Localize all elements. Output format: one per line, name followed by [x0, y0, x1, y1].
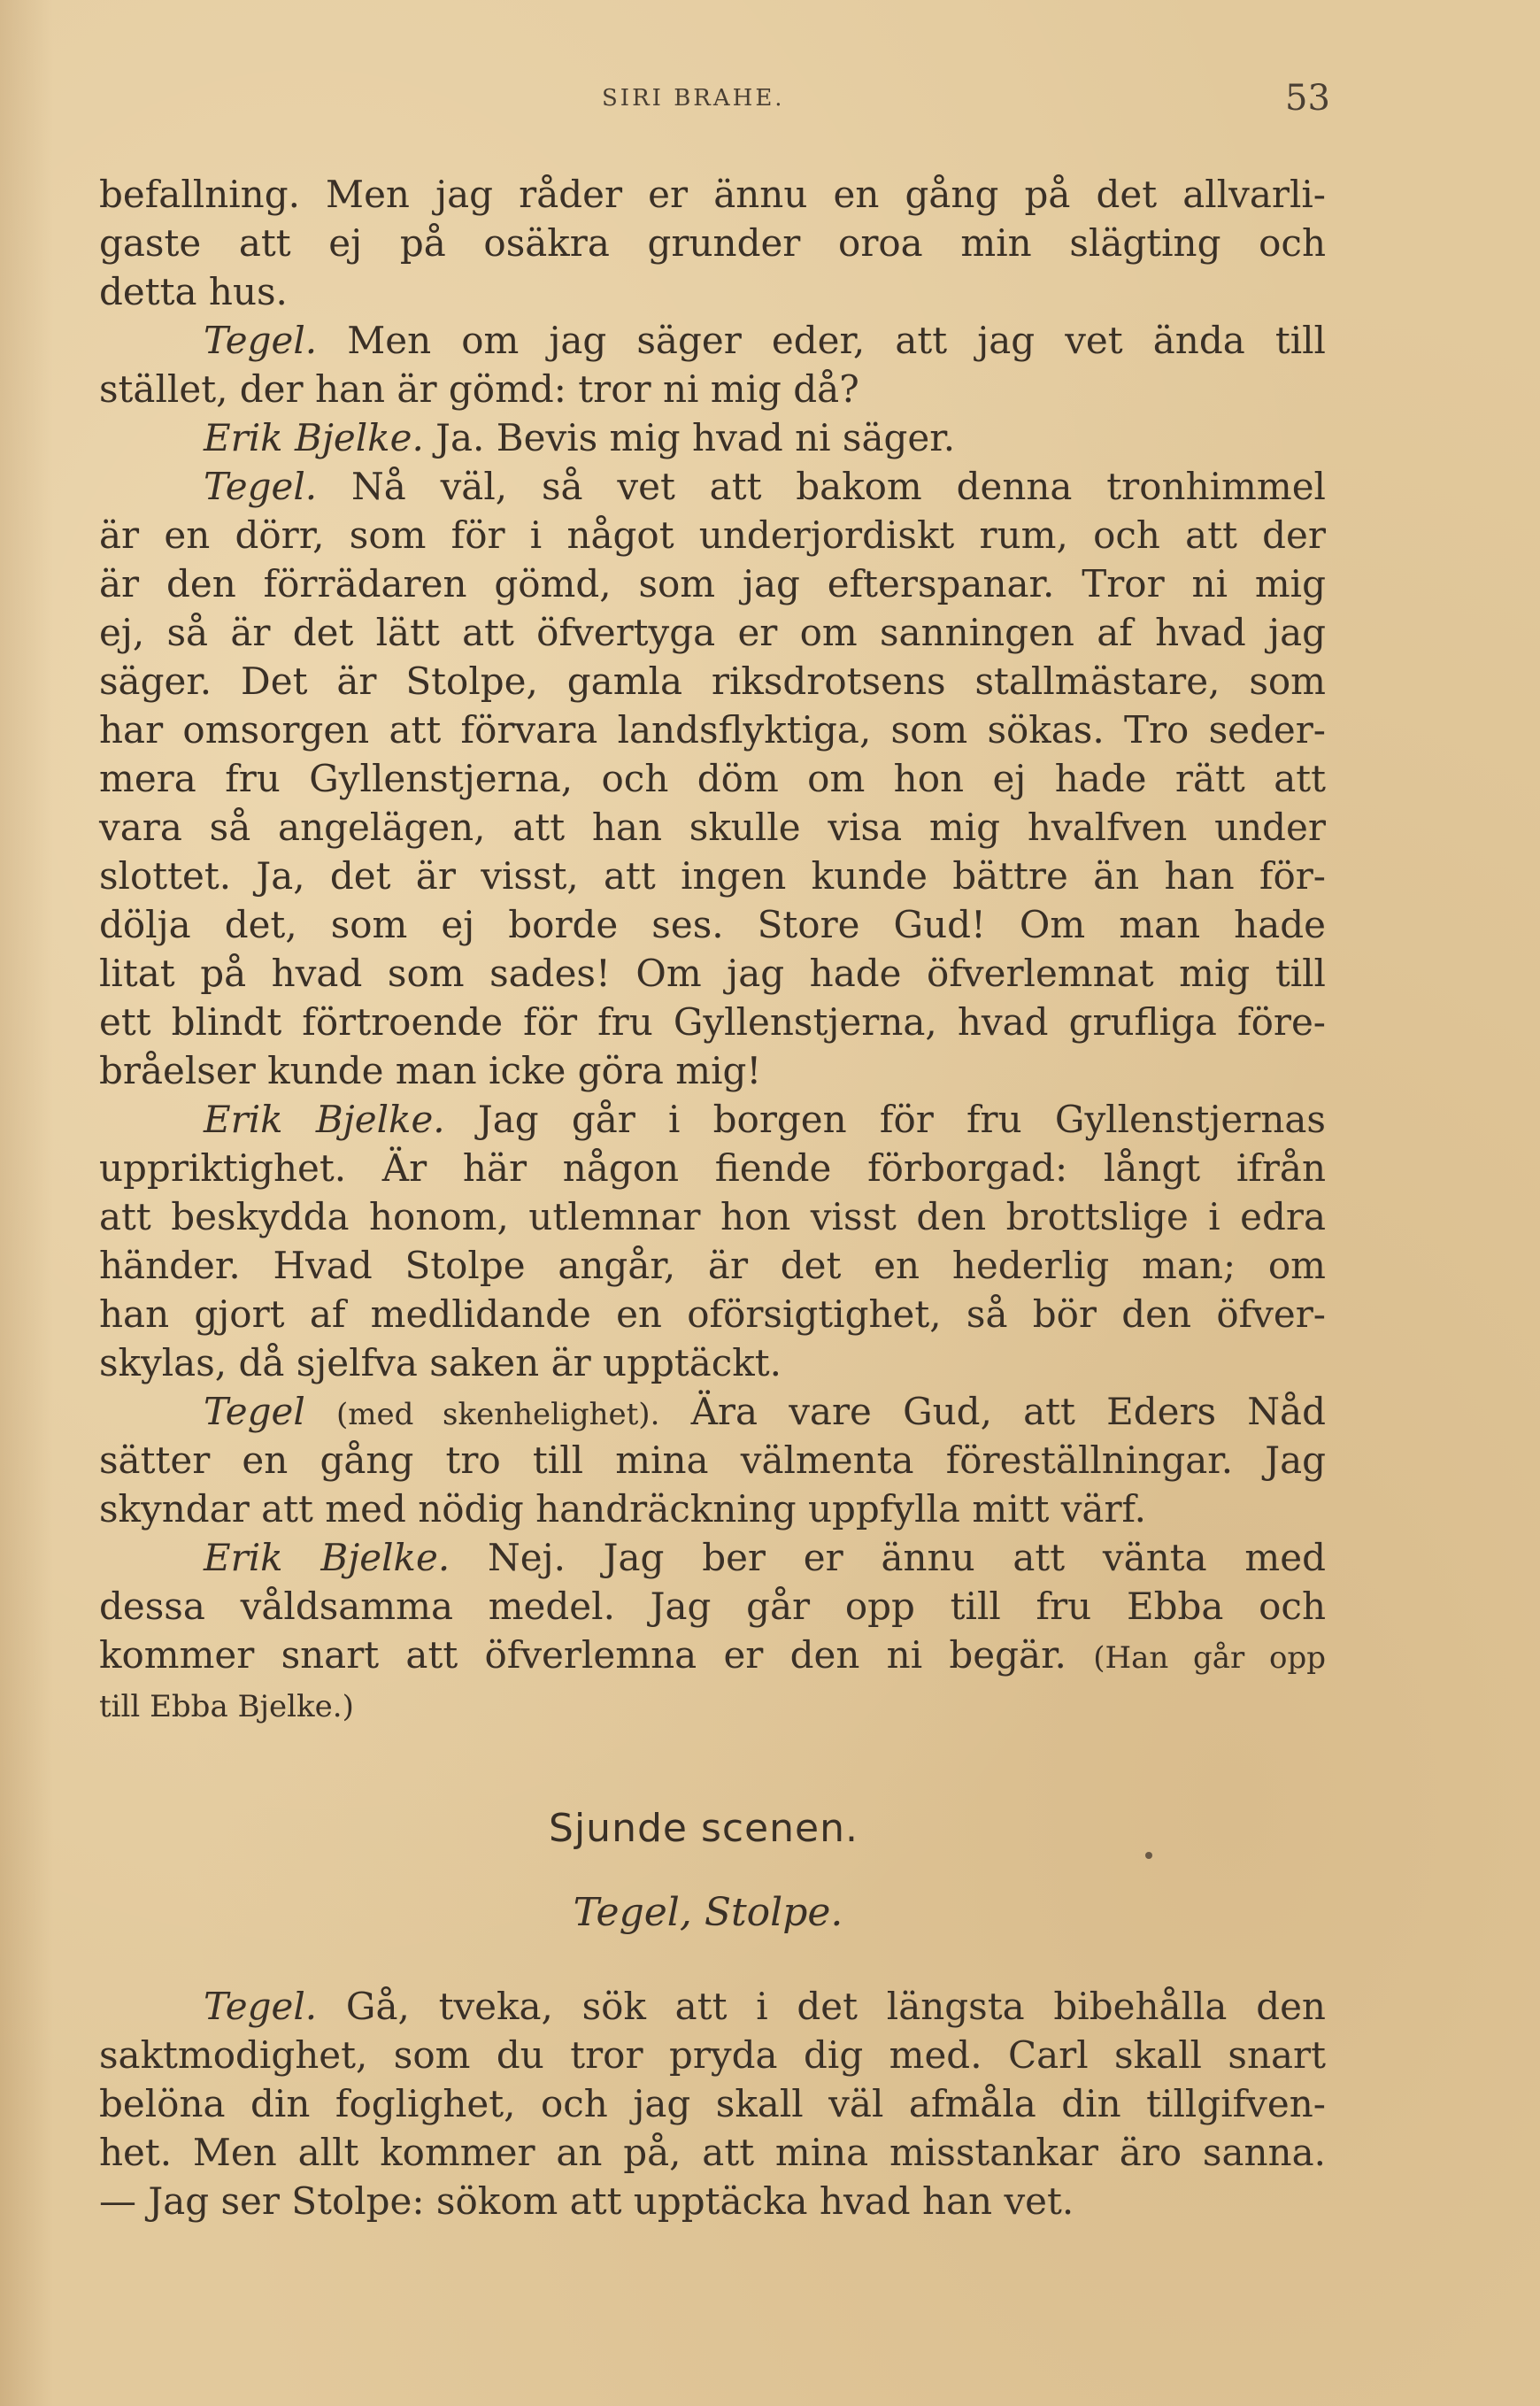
text-line [99, 949, 1326, 998]
line-text: kommer snart att öfverlemna er den ni begär. [99, 1633, 1066, 1677]
text-line [99, 754, 1326, 803]
text-line [99, 2031, 1326, 2079]
line-text: belöna din foglighet, och jag skall väl afmåla din tillgifven- [99, 2082, 1326, 2125]
line-text: Jag går i borgen för fru Gyllenstjernas [477, 1098, 1326, 1141]
text-line [99, 2177, 1326, 2225]
speaker-name: Tegel. [204, 1985, 318, 2028]
text-line [99, 852, 1326, 900]
line-text: dessa våldsamma medel. Jag går opp till fru Ebba och [99, 1585, 1326, 1628]
ink-speck [1145, 1852, 1152, 1859]
speaker-name: Tegel. [204, 465, 318, 508]
line-text: Gå, tveka, sök att i det längsta bibehålla den [345, 1985, 1326, 2028]
line-text: stället, der han är gömd: tror ni mig då? [99, 367, 859, 411]
line-text: han gjort af medlidande en oförsigtighet, så bör den öfver- [99, 1292, 1326, 1336]
text-block-1 [99, 170, 1326, 1728]
text-line [99, 1241, 1326, 1290]
text-line [99, 1290, 1326, 1338]
line-text: slottet. Ja, det är visst, att ingen kunde bättre än han för- [99, 854, 1326, 898]
line-text: het. Men allt kommer an på, att mina misstankar äro sanna. [99, 2131, 1326, 2174]
line-text: Nå väl, så vet att bakom denna tronhimmel [350, 465, 1326, 508]
text-line [99, 1631, 1326, 1679]
line-text: bråelser kunde man icke göra mig! [99, 1049, 762, 1092]
stage-direction: (Han går opp [1093, 1640, 1326, 1676]
line-text: litat på hvad som sades! Om jag hade öfverlemnat mig till [99, 952, 1326, 995]
text-line [99, 1144, 1326, 1192]
line-text: Men om jag säger eder, att jag vet ända till [347, 319, 1326, 362]
line-text: vara så angelägen, att han skulle visa mig hvalfven under [99, 806, 1326, 849]
text-line [99, 2079, 1326, 2128]
line-text: sätter en gång tro till mina välmenta föreställningar. Jag [99, 1438, 1326, 1482]
text-line [99, 657, 1326, 706]
speaker-name: Erik Bjelke. [204, 1098, 445, 1141]
line-text: Ära vare Gud, att Eders Nåd [690, 1390, 1326, 1433]
text-line [99, 900, 1326, 949]
running-title: SIRI BRAHE. [602, 85, 785, 112]
line-text: är den förrädaren gömd, som jag efterspanar. Tror ni mig [99, 562, 1326, 605]
text-line [99, 608, 1326, 657]
line-text: dölja det, som ej borde ses. Store Gud! Om man hade [99, 903, 1326, 946]
text-line [99, 1582, 1326, 1631]
text-line [99, 511, 1326, 559]
text-line [99, 1095, 1326, 1144]
speaker-name: Tegel. [204, 319, 318, 362]
scene-heading: Sjunde scenen. [549, 1806, 859, 1851]
text-line [99, 2128, 1326, 2177]
text-line [99, 559, 1326, 608]
text-line [99, 316, 1326, 365]
text-line [99, 1533, 1326, 1582]
text-line [99, 1982, 1326, 2031]
stage-direction: (med skenhelighet). [335, 1397, 660, 1432]
line-text: ett blindt förtroende för fru Gyllenstjerna, hvad grufliga före- [99, 1000, 1326, 1044]
text-block-2 [99, 1982, 1326, 2225]
line-text: mera fru Gyllenstjerna, och döm om hon ej hade rätt att [99, 757, 1326, 800]
text-line [99, 462, 1326, 511]
text-line [99, 219, 1326, 267]
line-text: ej, så är det lätt att öfvertyga er om sanningen af hvad jag [99, 611, 1326, 654]
stage-direction: till Ebba Bjelke.) [99, 1689, 354, 1724]
line-text: detta hus. [99, 270, 288, 313]
line-text: skyndar att med nödig handräckning uppfylla mitt värf. [99, 1487, 1146, 1531]
speaker-name: Tegel [204, 1390, 305, 1433]
line-text: gaste att ej på osäkra grunder oroa min slägting och [99, 221, 1326, 265]
text-line [99, 1484, 1326, 1533]
line-text: uppriktighet. Är här någon fiende förborgad: långt ifrån [99, 1146, 1326, 1190]
text-line [99, 1387, 1326, 1436]
line-text: saktmodighet, som du tror pryda dig med. Carl skall snart [99, 2033, 1326, 2077]
text-line [99, 267, 1326, 316]
text-line [99, 170, 1326, 219]
scene-characters: Tegel, Stolpe. [573, 1890, 843, 1935]
speaker-name: Erik Bjelke. [204, 1536, 450, 1579]
speaker-name: Erik Bjelke. [204, 416, 424, 459]
page-number: 53 [1285, 78, 1330, 119]
line-text: — Jag ser Stolpe: sökom att upptäcka hvad han vet. [99, 2179, 1074, 2223]
text-line [99, 1192, 1326, 1241]
line-text: att beskydda honom, utlemnar hon visst den brottslige i edra [99, 1195, 1326, 1238]
line-text: säger. Det är Stolpe, gamla riksdrotsens stallmästare, som [99, 659, 1326, 703]
line-text: har omsorgen att förvara landsflyktiga, som sökas. Tro seder- [99, 708, 1326, 752]
text-line [99, 803, 1326, 852]
text-line [99, 1046, 1326, 1095]
line-text: befallning. Men jag råder er ännu en gång på det allvarli- [99, 173, 1326, 216]
line-text: är en dörr, som för i något underjordiskt rum, och att der [99, 513, 1326, 557]
line-text: Nej. Jag ber er ännu att vänta med [487, 1536, 1326, 1579]
line-text: skylas, då sjelfva saken är upptäckt. [99, 1341, 782, 1384]
text-line [99, 1679, 1326, 1728]
text-line [99, 1436, 1326, 1484]
line-text: Ja. Bevis mig hvad ni säger. [435, 416, 956, 459]
text-line [99, 706, 1326, 754]
text-line [99, 365, 1326, 413]
line-text: händer. Hvad Stolpe angår, är det en hederlig man; om [99, 1244, 1326, 1287]
text-line [99, 998, 1326, 1046]
text-line [99, 413, 1326, 462]
text-line [99, 1338, 1326, 1387]
